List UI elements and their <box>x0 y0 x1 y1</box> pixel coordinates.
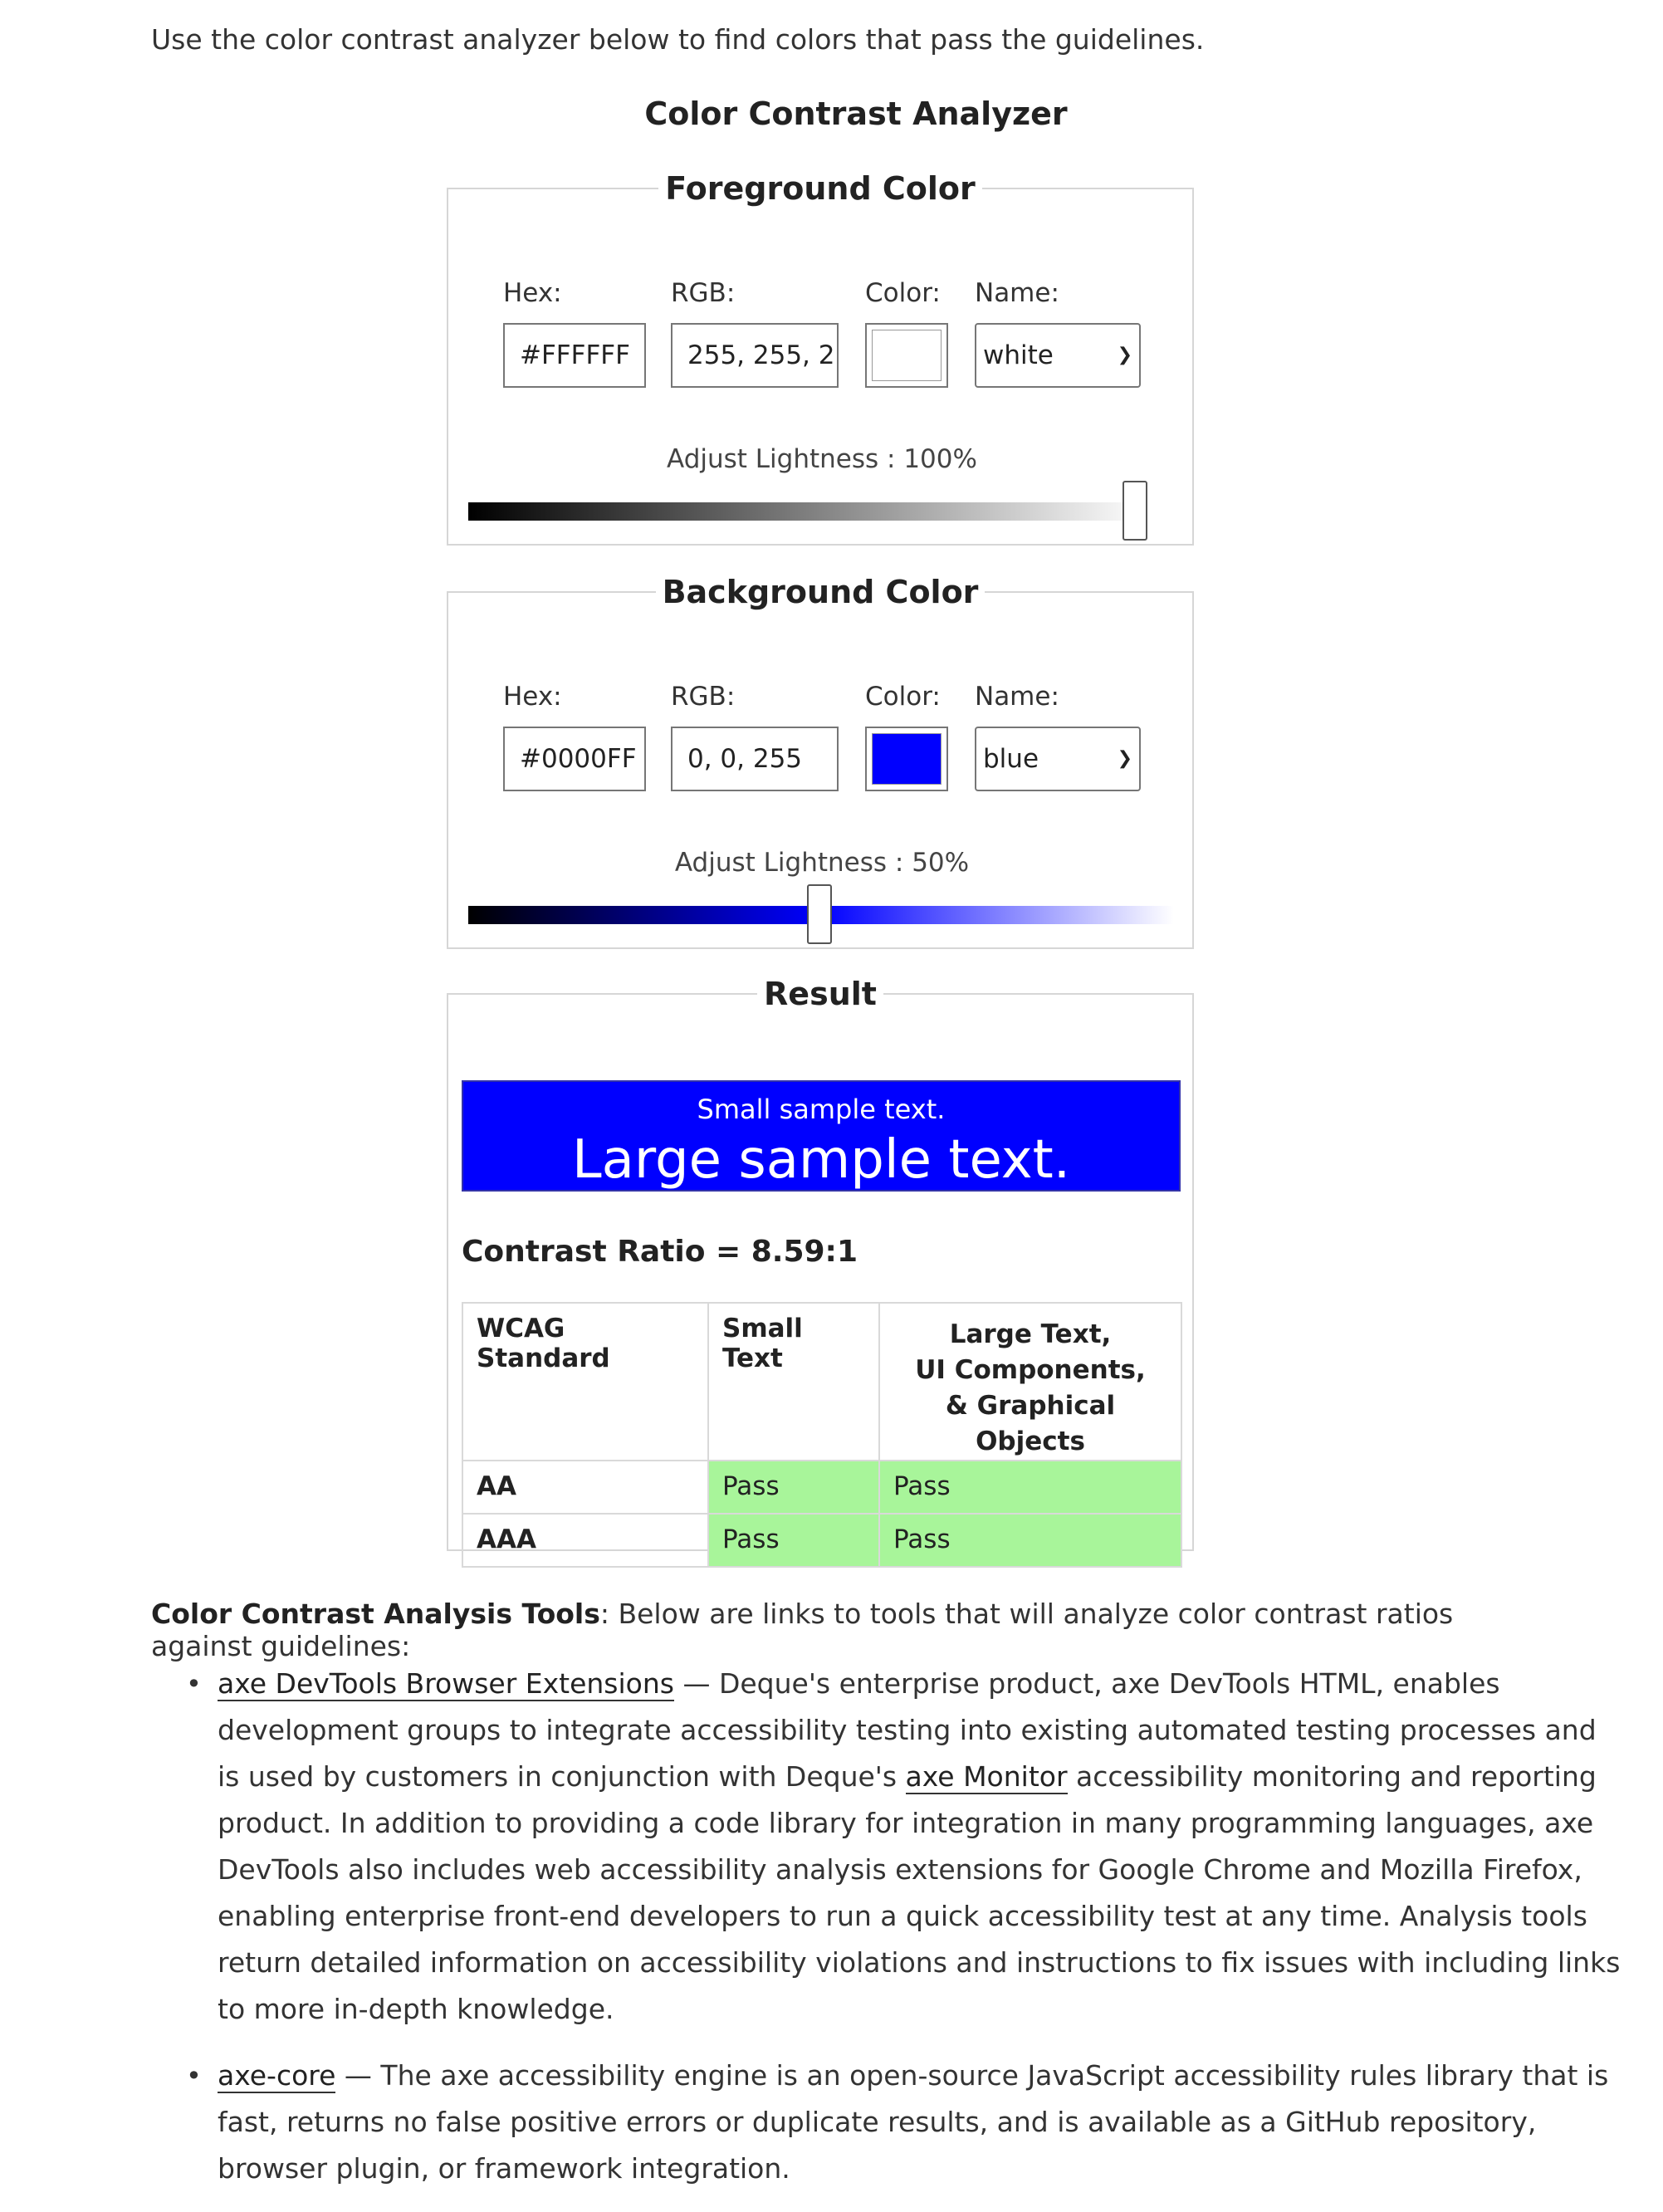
fg-rgb-input[interactable]: 255, 255, 2 <box>671 323 839 388</box>
bg-name-select[interactable] <box>975 727 1141 791</box>
row-small-result: Pass <box>708 1514 879 1567</box>
tools-heading-rest: : Below are links to tools that will analyze color contrast ratios against guidelines: <box>151 1598 1454 1662</box>
bg-name-value: blue <box>983 744 1039 774</box>
header-large-text-line2: UI Components, <box>915 1355 1146 1385</box>
tools-heading: Color Contrast Analysis Tools <box>151 1598 600 1630</box>
bg-hex-label: Hex: <box>503 682 562 712</box>
bg-color-swatch <box>872 733 942 785</box>
header-wcag-standard: WCAG Standard <box>462 1303 708 1461</box>
fg-name-value: white <box>983 340 1054 370</box>
axe-devtools-link[interactable]: axe DevTools Browser Extensions <box>218 1667 674 1700</box>
item-text: — Deque's enterprise product, axe DevTools HTML, enables development groups to integrate accessibility testing into existing automated testing processes and is used by customers in conjunction with Deque's <box>218 1667 1597 1793</box>
item-text: — The axe accessibility engine is an open-source JavaScript accessibility rules library that is fast, returns no false positive errors or duplicate results, and is available as a GitHub repository, browser plugin, or framework integration. <box>218 2059 1609 2185</box>
axe-core-link[interactable]: axe-core <box>218 2059 336 2092</box>
fg-lightness-thumb[interactable] <box>1123 481 1147 541</box>
tools-intro <box>151 1598 1563 1662</box>
result-fieldset <box>447 976 1194 1554</box>
table-row <box>462 1461 1181 1514</box>
large-sample-text: Large sample text. <box>571 1129 1071 1191</box>
row-level: AA <box>462 1461 708 1514</box>
row-large-result: Pass <box>879 1461 1181 1514</box>
result-legend: Result <box>764 976 877 1012</box>
fg-name-label: Name: <box>975 278 1059 308</box>
intro-text: Use the color contrast analyzer below to find colors that pass the guidelines. <box>151 23 1205 56</box>
fg-lightness-label: Adjust Lightness : 100% <box>667 444 977 474</box>
row-level: AAA <box>462 1514 708 1567</box>
bg-rgb-input[interactable]: 0, 0, 255 <box>671 727 839 791</box>
bg-lightness-label: Adjust Lightness : 50% <box>674 848 970 878</box>
row-large-result: Pass <box>879 1514 1181 1567</box>
wcag-results-table <box>462 1302 1182 1568</box>
item-text-after: accessibility monitoring and reporting product. In addition to providing a code library for integration in many programming languages, axe DevTools also includes web accessibility analysis extensions for Google Chrome and Mozilla Firefox, enabling enterprise front-end developers to run a quick accessibility test at any time. Analysis tools return detailed information on accessibility violations and instructions to fix issues with including links to more in-depth knowledge. <box>218 1760 1621 2025</box>
list-item <box>218 2053 1621 2192</box>
chevron-down-icon: ❯ <box>1117 748 1132 769</box>
background-fieldset <box>447 574 1194 949</box>
analyzer-title: Color Contrast Analyzer <box>644 95 1068 132</box>
header-large-text-line1: Large Text, <box>949 1319 1112 1349</box>
fg-color-swatch <box>872 330 942 381</box>
bg-name-label: Name: <box>975 682 1059 712</box>
tools-list <box>151 1661 1621 2212</box>
fg-color-label: Color: <box>865 278 941 308</box>
table-row <box>462 1514 1181 1567</box>
header-large-text-line3: & Graphical Objects <box>945 1391 1116 1456</box>
fg-hex-label: Hex: <box>503 278 562 308</box>
list-item <box>218 1661 1621 2033</box>
fg-lightness-track[interactable] <box>468 502 1149 521</box>
background-legend: Background Color <box>662 574 979 610</box>
fg-name-select[interactable] <box>975 323 1141 388</box>
bg-rgb-label: RGB: <box>671 682 736 712</box>
result-preview <box>462 1080 1181 1192</box>
bg-lightness-thumb[interactable] <box>807 884 832 944</box>
bg-hex-input[interactable]: #0000FF <box>503 727 646 791</box>
header-large-text <box>879 1303 1181 1461</box>
fg-color-picker[interactable] <box>865 323 948 388</box>
small-sample-text: Small sample text. <box>697 1094 946 1125</box>
bg-color-picker[interactable] <box>865 727 948 791</box>
fg-hex-input[interactable]: #FFFFFF <box>503 323 646 388</box>
foreground-legend: Foreground Color <box>665 170 976 207</box>
contrast-ratio: Contrast Ratio = 8.59:1 <box>462 1235 858 1269</box>
foreground-fieldset <box>447 170 1194 546</box>
row-small-result: Pass <box>708 1461 879 1514</box>
header-small-text: Small Text <box>708 1303 879 1461</box>
bg-color-label: Color: <box>865 682 941 712</box>
axe-monitor-link[interactable]: axe Monitor <box>905 1760 1068 1793</box>
fg-rgb-label: RGB: <box>671 278 736 308</box>
chevron-down-icon: ❯ <box>1117 345 1132 365</box>
